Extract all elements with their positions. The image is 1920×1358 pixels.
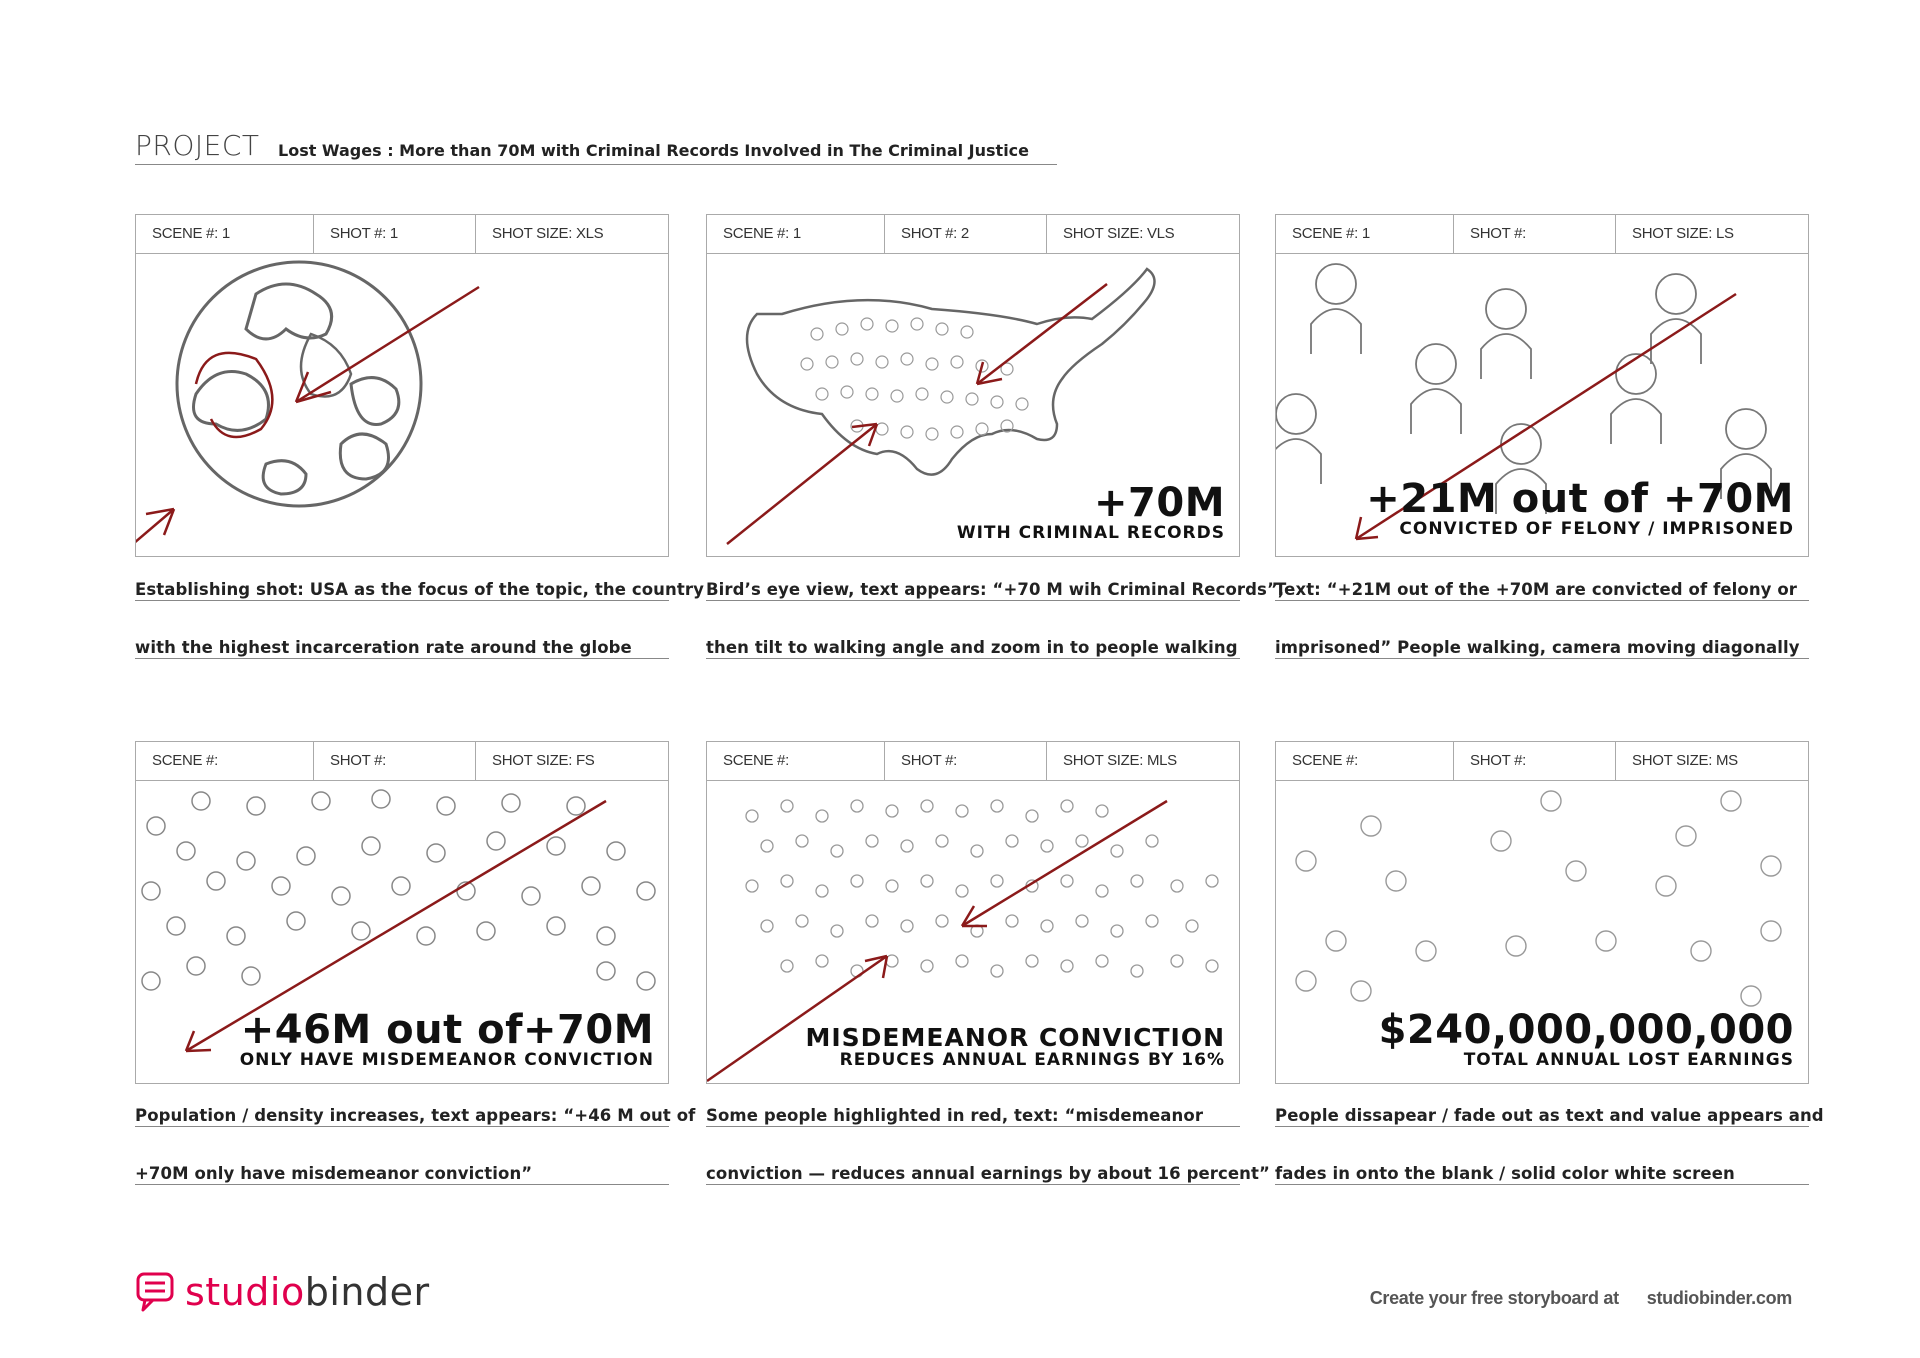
overlay-big: $240,000,000,000	[1378, 1007, 1794, 1053]
desc-line: +70M only have misdemeanor conviction”	[135, 1164, 533, 1183]
footer-url-link[interactable]: studiobinder.com	[1646, 1288, 1792, 1308]
overlay-text	[806, 1025, 1226, 1069]
sketch-usa-map	[707, 254, 1239, 556]
scene-number: SCENE #:	[707, 742, 885, 780]
overlay-small: REDUCES ANNUAL EARNINGS BY 16%	[839, 1050, 1225, 1070]
scene-number: SCENE #: 1	[707, 215, 885, 253]
desc-line: conviction — reduces annual earnings by about 16 percent”	[706, 1164, 1270, 1183]
shot-size: SHOT SIZE: VLS	[1063, 225, 1175, 242]
desc-line: with the highest incarceration rate around the globe	[135, 638, 632, 657]
panel-2-description	[706, 560, 1285, 659]
overlay-big: +46M out of+70M	[240, 1007, 654, 1053]
project-header	[135, 130, 1057, 165]
overlay-big: MISDEMEANOR CONVICTION	[805, 1023, 1225, 1052]
footer-cta	[1370, 1288, 1792, 1309]
shot-number: SHOT #: 2	[885, 215, 1047, 253]
shot-number: SHOT #:	[885, 742, 1047, 780]
shot-size: SHOT SIZE: FS	[492, 752, 595, 769]
project-title: Lost Wages : More than 70M with Criminal Records Involved in The Criminal Justice	[278, 141, 1030, 160]
panel-1-description	[135, 560, 704, 659]
overlay-small: ONLY HAVE MISDEMEANOR CONVICTION	[239, 1050, 654, 1070]
sketch-people-ms	[1276, 781, 1808, 1083]
desc-line: Bird’s eye view, text appears: “+70 M wih Criminal Records”,	[706, 580, 1285, 599]
overlay-text	[1378, 1007, 1794, 1070]
shot-size: SHOT SIZE: XLS	[492, 225, 604, 242]
storyboard-panel-1	[135, 214, 669, 557]
shot-size: SHOT SIZE: MLS	[1063, 752, 1177, 769]
shot-number: SHOT #:	[1454, 215, 1616, 253]
desc-line: fades in onto the blank / solid color white screen	[1275, 1164, 1735, 1183]
sketch-crowd-mls	[707, 781, 1239, 1083]
overlay-big: +70M	[1094, 480, 1225, 526]
desc-line: Text: “+21M out of the +70M are convicted of felony or	[1275, 580, 1798, 599]
sketch-globe	[136, 254, 668, 556]
storyboard-panel-3	[1275, 214, 1809, 557]
project-label: PROJECT	[135, 129, 260, 162]
desc-line: Some people highlighted in red, text: “misdemeanor	[706, 1106, 1204, 1125]
shot-size: SHOT SIZE: MS	[1632, 752, 1738, 769]
desc-line: People dissapear / fade out as text and value appears and	[1275, 1106, 1824, 1125]
desc-line: then tilt to walking angle and zoom in to people walking	[706, 638, 1238, 657]
scene-number: SCENE #:	[1276, 742, 1454, 780]
studiobinder-logo[interactable]	[135, 1270, 430, 1314]
desc-line: imprisoned” People walking, camera moving diagonally	[1275, 638, 1800, 657]
scene-number: SCENE #:	[136, 742, 314, 780]
overlay-small: TOTAL ANNUAL LOST EARNINGS	[1463, 1050, 1794, 1070]
chat-bubble-icon	[135, 1271, 175, 1313]
overlay-text	[1366, 476, 1794, 539]
brand-part-b: binder	[304, 1270, 430, 1314]
storyboard-panel-6	[1275, 741, 1809, 1084]
panel-3-description	[1275, 560, 1809, 659]
scene-number: SCENE #: 1	[136, 215, 314, 253]
overlay-text	[956, 480, 1225, 543]
sketch-people-ls	[1276, 254, 1808, 556]
storyboard-panel-2	[706, 214, 1240, 557]
brand-name	[185, 1270, 430, 1314]
overlay-text	[239, 1007, 654, 1070]
panel-5-description	[706, 1086, 1270, 1185]
shot-number: SHOT #:	[1454, 742, 1616, 780]
shot-number: SHOT #:	[314, 742, 476, 780]
desc-line: Population / density increases, text appears: “+46 M out of	[135, 1106, 696, 1125]
overlay-small: WITH CRIMINAL RECORDS	[956, 523, 1225, 543]
storyboard-panel-5	[706, 741, 1240, 1084]
brand-part-a: studio	[185, 1270, 305, 1314]
footer-cta-text: Create your free storyboard at	[1369, 1288, 1619, 1308]
scene-number: SCENE #: 1	[1276, 215, 1454, 253]
storyboard-panel-4	[135, 741, 669, 1084]
shot-size: SHOT SIZE: LS	[1632, 225, 1734, 242]
panel-4-description	[135, 1086, 696, 1185]
overlay-big: +21M out of +70M	[1366, 476, 1794, 522]
overlay-small: CONVICTED OF FELONY / IMPRISONED	[1399, 519, 1794, 539]
sketch-people-fs	[136, 781, 668, 1083]
panel-6-description	[1275, 1086, 1824, 1185]
desc-line: Establishing shot: USA as the focus of the topic, the country	[135, 580, 704, 599]
shot-number: SHOT #: 1	[314, 215, 476, 253]
